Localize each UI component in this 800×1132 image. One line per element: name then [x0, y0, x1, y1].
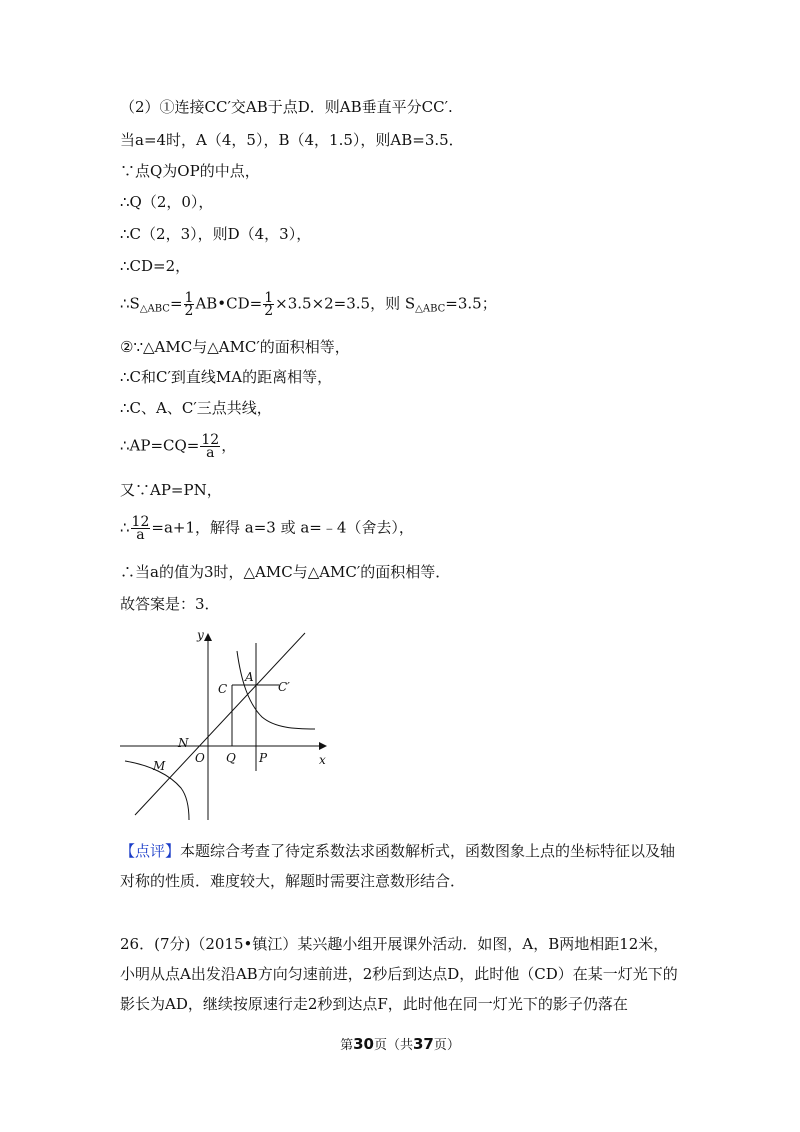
- label-y: y: [197, 628, 204, 642]
- solve-a-line: ∴ $\frac{12}{a}$ =a+1，解得 a=3 或 a=﹣4（舍去），: [120, 514, 414, 543]
- solution-line: ②∵△AMC与△AMC′的面积相等，: [120, 338, 350, 356]
- y-axis-arrow: [204, 633, 212, 641]
- hyperbola-right-branch: [237, 651, 315, 729]
- fraction-half: $\frac{1}{2}$: [184, 290, 194, 319]
- label-n: N: [178, 736, 189, 750]
- comment-text: 本题综合考查了待定系数法求函数解析式，函数图象上点的坐标特征以及轴对称的性质．难度较大，解题时需要注意数形结合．: [120, 842, 676, 890]
- label-o: O: [195, 751, 205, 765]
- answer-line: 故答案是：3．: [120, 595, 220, 613]
- solution-line: ∵点Q为OP的中点，: [120, 162, 260, 180]
- area-formula-line: $\therefore S_{\triangle ABC}=$ $\frac{1}{2}$ AB•CD= $\frac{1}{2}$ ×3.5×2=3.5，则 $S_{\triangle ABC}=3.5$；: [120, 290, 497, 319]
- page-number: 30: [353, 1035, 374, 1053]
- solution-line: ∴C、A、C′三点共线，: [120, 399, 272, 417]
- label-a: A: [245, 670, 254, 684]
- solution-line: （2）①连接CC′交AB于点D．则AB垂直平分CC′.: [120, 98, 453, 116]
- label-x: x: [319, 753, 326, 767]
- label-c-prime: C′: [278, 680, 290, 694]
- label-q: Q: [226, 751, 236, 765]
- page-footer: 第30页（共37页）: [340, 1035, 460, 1053]
- coordinate-figure: [115, 625, 340, 825]
- comment-paragraph: [120, 836, 680, 896]
- page-total: 37: [413, 1035, 434, 1053]
- label-p: P: [259, 751, 268, 765]
- x-axis-arrow: [319, 742, 327, 750]
- line-ma: [135, 633, 305, 815]
- solution-line: 又∵AP=PN，: [120, 481, 222, 499]
- solution-line: ∴C（2，3），则D（4，3），: [120, 225, 312, 243]
- problem-26-text: 26．(7分)（2015•镇江）某兴趣小组开展课外活动．如图，A，B两地相距12米，小明从点A出发沿AB方向匀速前进，2秒后到达点D，此时他（CD）在某一灯光下的影长为AD，继续按原速行走2秒到达点F，此时他在同一灯光下的影子仍落在: [120, 935, 678, 1013]
- solution-line: ∴Q（2，0），: [120, 193, 214, 211]
- solution-line: 当a=4时，A（4，5），B（4，1.5），则AB=3.5．: [120, 131, 464, 149]
- solution-line: ∴CD=2，: [120, 257, 191, 275]
- fraction-half: $\frac{1}{2}$: [264, 290, 274, 319]
- label-m: M: [153, 759, 166, 773]
- ap-cq-line: ∴AP=CQ= $\frac{12}{a}$ ，: [120, 432, 237, 461]
- label-c: C: [218, 682, 228, 696]
- fraction-12-over-a: $\frac{12}{a}$: [131, 514, 150, 543]
- comment-tag: 【点评】: [120, 842, 181, 860]
- solution-line: ∴当a的值为3时，△AMC与△AMC′的面积相等．: [120, 563, 451, 581]
- fraction-12-over-a: $\frac{12}{a}$: [201, 432, 220, 461]
- solution-line: ∴C和C′到直线MA的距离相等，: [120, 368, 333, 386]
